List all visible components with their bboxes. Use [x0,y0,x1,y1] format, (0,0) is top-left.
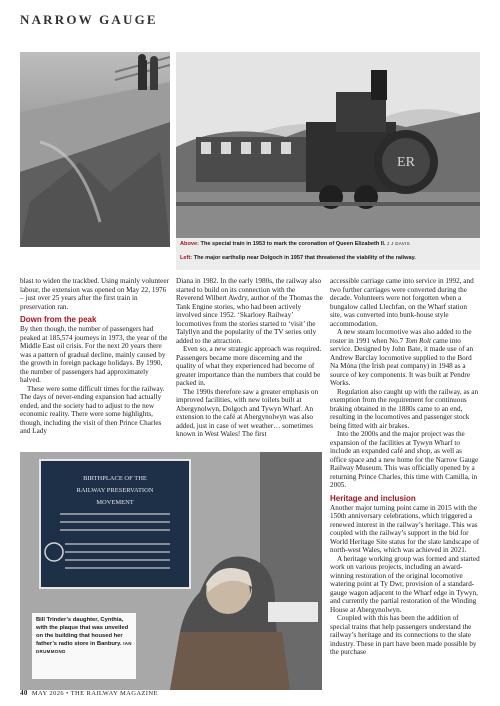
caption-left-text: The major earthslip near Dolgoch in 1957 that threatened the viability of the railway. [192,254,416,261]
article-column-1 [20,277,170,436]
paragraph: Into the 2000s and the major project was the expansion of the facilities at Tywyn Wharf to include an expanded café and shop, as well as office space and a new home for the Narrow Gauge Railway Museum. This was officially opened by a returning Prince Charles, this time with Camilla, in 2005. [330,430,479,489]
page-number: 40 [20,689,28,697]
paragraph: Regulation also caught up with the railway, as an exemption from the requirement for continuous braking obtained in the 1880s came to an end, resulting in the locomotives and passenger stock being fitted with air brakes. [330,387,479,430]
plaque-line-2: RAILWAY PRESERVATION [76,487,154,494]
caption-above-credit: J J DAVIS [385,241,410,246]
plaque-caption-credit: IAN DRUMMOND [36,641,132,654]
plaque-line-3: MOVEMENT [96,499,134,506]
loco-name: Tom Rolt [405,336,431,345]
caption-above-key: Above: [180,241,199,247]
paragraph: The 1990s therefore saw a greater emphasis on improved facilities, with new toilets built at Abergynolwyn, Dolgoch and Tywyn Wharf. An extension to the café at Abergynolwyn was also added, just in case of wet weather… sometimes known in West Wales! The first [176,387,319,438]
subheading-heritage: Heritage and inclusion [330,493,416,503]
paragraph: Another major turning point came in 2015 with the 150th anniversary celebrations, which triggered a renewed interest in the railway’s heritage. This was coupled with the railway’s support in the bid for World Heritage Site status for the slate landscape of north-west Wales, which was achieved in 2021. [330,503,480,554]
text-run: A new steam locomotive was also added to the roster in 1991 when No.7 [330,328,472,345]
paragraph: blast to widen the trackbed. Using mainly volunteer labour, the extension was opened on May 22, 1976 – just over 25 years after the first train in preservation ran. [20,277,169,311]
paragraph: By then though, the number of passengers had peaked at 185,574 journeys in 1973, the year of the Middle East oil crisis. For the next 20 years there was a pattern of gradual decline, mainly caused by the growth in foreign package holidays. By 1990, the number of passengers had approximately halved. [20,325,168,384]
paragraph: Even so, a new strategic approach was required. Passengers became more discerning and the quality of what they experienced had become of greater importance than the numbers that could be packed in. [176,345,322,387]
section-header: NARROW GAUGE [20,12,158,27]
paragraph: A heritage working group was formed and started work on various projects, including an award-winning restoration of the original locomotive watering point at Ty Dwr, provision of a standard-gauge wagon adjacent to the Wharf edge in Tywyn, and currently the partial restoration of the Winding House at Abergynolwyn. [330,554,480,614]
smokebox-lettering: ER [397,155,415,170]
caption-above-text: The special train in 1953 to mark the coronation of Queen Elizabeth II. [198,241,386,247]
plaque-caption [32,613,136,679]
issue-info: MAY 2026 • THE RAILWAY MAGAZINE [31,690,158,697]
text-run: came into service. Designed by John Bate, it made use of an Andrew Barclay locomotive supplied to the Bord Na Móna (the Irish peat company) in 1948 as a source of key components. It was built at Pendre Works. [330,336,474,387]
coronation-train-photo [176,52,480,238]
paragraph: Diana in 1982. In the early 1980s, the railway also started to build on its connection with the Reverend Wilbert Awdry, author of the Thomas the Tank Engine stories, who had been actively involved since 1952. ‘Skarloey Railway’ locomotives from the stories started to ‘visit’ the Talyllyn and the popularity of the TV series only added to the attraction. [176,277,323,345]
caption-left-key: Left: [180,254,193,261]
earthslip-photo [20,52,170,247]
article-column-3 [330,277,480,657]
subheading-down-from-peak: Down from the peak [20,315,97,324]
paragraph: Coupled with this has been the addition of special trains that help passengers understand the railway’s heritage and its connections to the slate industry. These in part have been made possible by the purchase [330,614,477,656]
plaque-line-1: BIRTHPLACE OF THE [83,475,147,482]
plaque-caption-text: Bill Trinder’s daughter, Cynthia, with the plaque that was unveiled on the building that housed her father’s radio store in Banbury. [36,617,129,647]
article-column-2 [176,277,324,439]
paragraph: accessible carriage came into service in 1992, and two further carriages were converted during the decade. Volunteers were not forgotten when a bungalow called Llechfan, on the Wharf station site, was converted into bunk-house style accommodation. [330,277,474,328]
page-folio [20,689,158,697]
paragraph: These were some difficult times for the railway. The days of never-ending expansion had actually ended, and the society had to adjust to the new economic reality. There were some highlights, though, including the visit of then Prince Charles and Lady [20,384,165,435]
paragraph [330,328,480,388]
photo-captions [176,238,480,270]
